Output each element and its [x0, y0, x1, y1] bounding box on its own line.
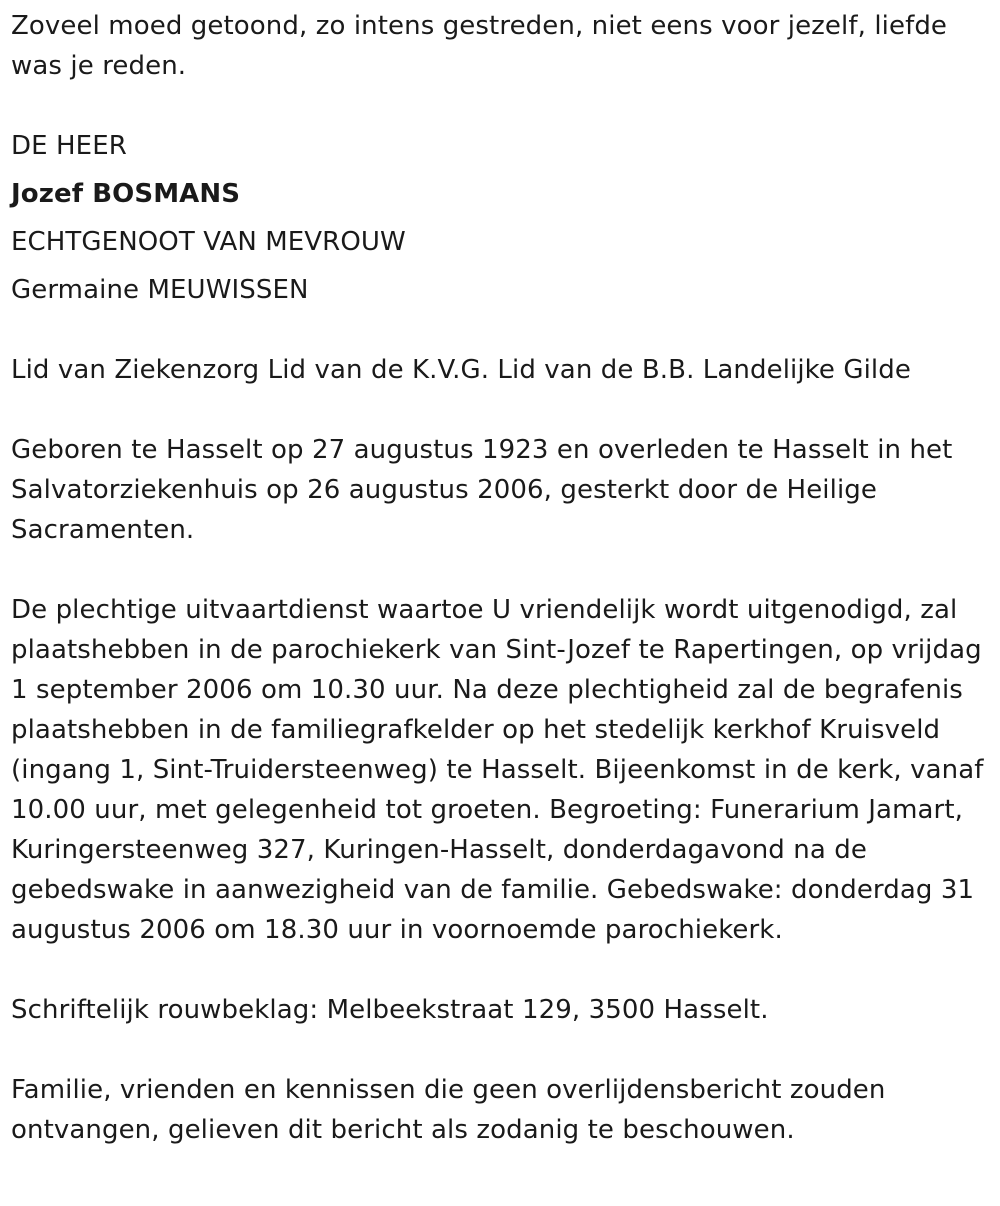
opening-verse: Zoveel moed getoond, zo intens gestreden, niet eens voor jezelf, liefde was je reden.	[11, 11, 948, 81]
deceased-title: DE HEER	[11, 131, 127, 161]
memberships-paragraph: Lid van Ziekenzorg Lid van de K.V.G. Lid van de B.B. Landelijke Gilde	[11, 355, 911, 385]
condolences-paragraph: Schriftelijk rouwbeklag: Melbeekstraat 129, 3500 Hasselt.	[11, 995, 769, 1025]
deceased-name: Jozef BOSMANS	[11, 179, 241, 209]
closing-paragraph: Familie, vrienden en kennissen die geen overlijdensbericht zouden ontvangen, gelieven dit bericht als zodanig te beschouwen.	[11, 1075, 886, 1145]
birth-death-paragraph: Geboren te Hasselt op 27 augustus 1923 en overleden te Hasselt in het Salvatorziekenhuis op 26 augustus 2006, gesterkt door de Heilige Sacramenten.	[11, 435, 953, 545]
spouse-name: Germaine MEUWISSEN	[11, 275, 309, 305]
funeral-paragraph: De plechtige uitvaartdienst waartoe U vriendelijk wordt uitgenodigd, zal plaatshebben in de parochiekerk van Sint-Jozef te Rapertingen, op vrijdag 1 september 2006 om 10.30 uur. Na deze plechtigheid zal de begrafenis plaatshebben in de familiegrafkelder op het stedelijk kerkhof Kruisveld (ingang 1, Sint-Truidersteenweg) te Hasselt. Bijeenkomst in de kerk, vanaf 10.00 uur, met gelegenheid tot groeten. Begroeting: Funerarium Jamart, Kuringersteenweg 327, Kuringen-Hasselt, donderdagavond na de gebedswake in aanwezigheid van de familie. Gebedswake: donderdag 31 augustus 2006 om 18.30 uur in voornoemde parochiekerk.	[11, 595, 984, 945]
spouse-line: ECHTGENOOT VAN MEVROUW	[11, 227, 406, 257]
